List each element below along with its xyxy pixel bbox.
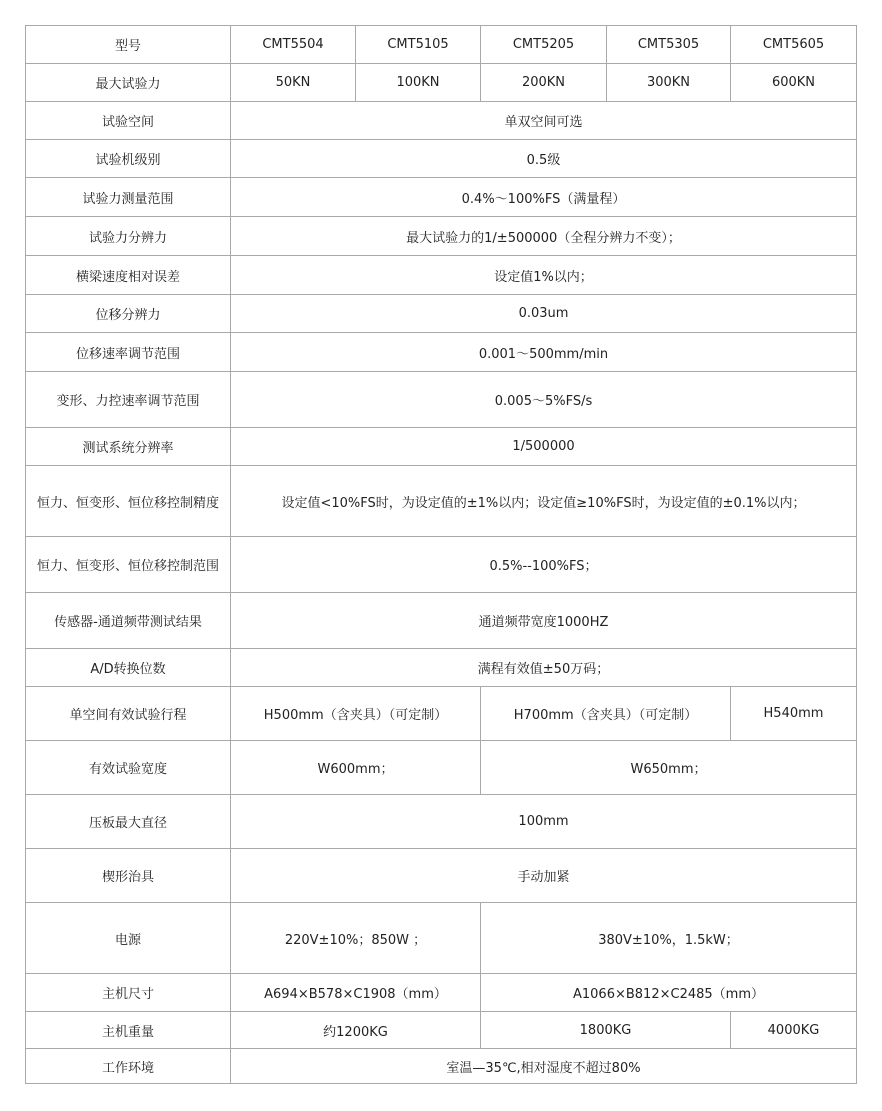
value-disp-resolution: 0.03um [231,295,857,333]
max-force-cmt5105: 100KN [356,64,481,102]
value-test-space: 单双空间可选 [231,102,857,140]
row-beam-speed-error [26,256,857,295]
power-large: 380V±10%，1.5kW； [481,903,857,974]
value-environment: 室温—35℃,相对湿度不超过80% [231,1049,857,1084]
row-platen-diameter [26,795,857,849]
row-ad-bits [26,649,857,687]
row-dimensions [26,974,857,1012]
label-wedge-fixture: 楔形治具 [26,849,231,903]
weight-large: 4000KG [731,1012,857,1049]
label-stroke: 单空间有效试验行程 [26,687,231,741]
stroke-cmt5605: H540mm [731,687,857,741]
row-environment [26,1049,857,1084]
spec-table [25,25,857,1084]
dimensions-large: A1066×B812×C2485（mm） [481,974,857,1012]
value-platen-diameter: 100mm [231,795,857,849]
row-model [26,26,857,64]
label-disp-rate-range: 位移速率调节范围 [26,333,231,372]
label-control-range: 恒力、恒变形、恒位移控制范围 [26,537,231,593]
row-weight [26,1012,857,1049]
value-control-range: 0.5%--100%FS； [231,537,857,593]
model-cmt5504: CMT5504 [231,26,356,64]
max-force-cmt5504: 50KN [231,64,356,102]
row-max-force [26,64,857,102]
label-ad-bits: A/D转换位数 [26,649,231,687]
row-force-resolution [26,217,857,256]
label-platen-diameter: 压板最大直径 [26,795,231,849]
label-machine-grade: 试验机级别 [26,140,231,178]
row-control-precision [26,466,857,537]
value-deform-rate-range: 0.005～5%FS/s [231,372,857,428]
value-control-precision: 设定值<10%FS时，为设定值的±1%以内；设定值≥10%FS时，为设定值的±0.1%以内； [231,466,857,537]
stroke-cmt5205-5305: H700mm（含夹具）（可定制） [481,687,731,741]
label-disp-resolution: 位移分辨力 [26,295,231,333]
model-cmt5105: CMT5105 [356,26,481,64]
label-test-width: 有效试验宽度 [26,741,231,795]
label-environment: 工作环境 [26,1049,231,1084]
label-dimensions: 主机尺寸 [26,974,231,1012]
model-cmt5205: CMT5205 [481,26,607,64]
max-force-cmt5605: 600KN [731,64,857,102]
row-wedge-fixture [26,849,857,903]
weight-medium: 1800KG [481,1012,731,1049]
label-max-force: 最大试验力 [26,64,231,102]
dimensions-small: A694×B578×C1908（mm） [231,974,481,1012]
max-force-cmt5205: 200KN [481,64,607,102]
row-disp-rate-range [26,333,857,372]
label-model: 型号 [26,26,231,64]
row-stroke [26,687,857,741]
row-machine-grade [26,140,857,178]
label-power: 电源 [26,903,231,974]
model-cmt5605: CMT5605 [731,26,857,64]
label-control-precision: 恒力、恒变形、恒位移控制精度 [26,466,231,537]
label-beam-speed-error: 横梁速度相对误差 [26,256,231,295]
test-width-small: W600mm； [231,741,481,795]
value-beam-speed-error: 设定值1%以内； [231,256,857,295]
value-force-resolution: 最大试验力的1/±500000（全程分辨力不变）； [231,217,857,256]
row-control-range [26,537,857,593]
row-sensor-bandwidth [26,593,857,649]
row-system-resolution [26,428,857,466]
value-disp-rate-range: 0.001～500mm/min [231,333,857,372]
value-ad-bits: 满程有效值±50万码； [231,649,857,687]
weight-small: 约1200KG [231,1012,481,1049]
stroke-cmt5504-5105: H500mm（含夹具）（可定制） [231,687,481,741]
test-width-large: W650mm； [481,741,857,795]
power-small: 220V±10%；850W ； [231,903,481,974]
label-weight: 主机重量 [26,1012,231,1049]
label-sensor-bandwidth: 传感器-通道频带测试结果 [26,593,231,649]
value-wedge-fixture: 手动加紧 [231,849,857,903]
label-deform-rate-range: 变形、力控速率调节范围 [26,372,231,428]
model-cmt5305: CMT5305 [607,26,731,64]
row-test-space [26,102,857,140]
label-system-resolution: 测试系统分辨率 [26,428,231,466]
value-machine-grade: 0.5级 [231,140,857,178]
value-force-range: 0.4%～100%FS（满量程） [231,178,857,217]
row-power [26,903,857,974]
max-force-cmt5305: 300KN [607,64,731,102]
label-test-space: 试验空间 [26,102,231,140]
row-disp-resolution [26,295,857,333]
value-system-resolution: 1/500000 [231,428,857,466]
label-force-resolution: 试验力分辨力 [26,217,231,256]
value-sensor-bandwidth: 通道频带宽度1000HZ [231,593,857,649]
label-force-range: 试验力测量范围 [26,178,231,217]
row-deform-rate-range [26,372,857,428]
row-force-range [26,178,857,217]
row-test-width [26,741,857,795]
